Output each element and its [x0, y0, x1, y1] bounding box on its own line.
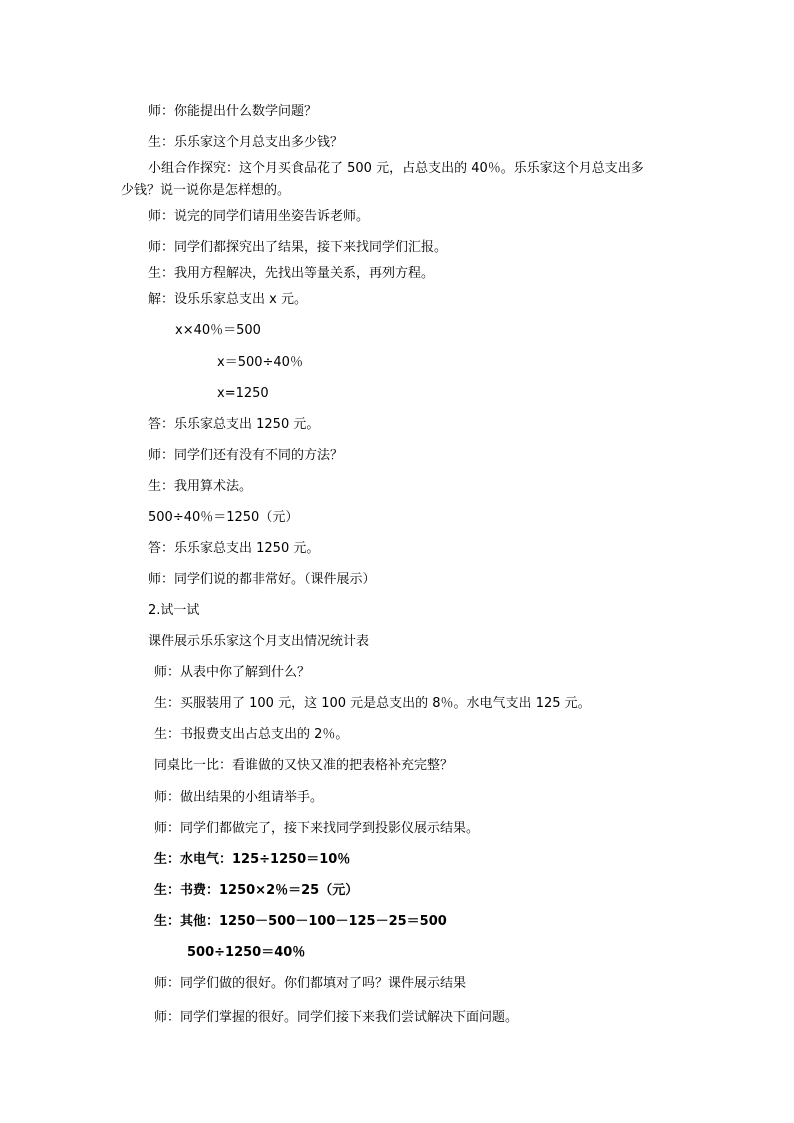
text-line: 小组合作探究：这个月买食品花了 500 元，占总支出的 40％。乐乐家这个月总支出多: [148, 161, 644, 176]
text-line: 答：乐乐家总支出 1250 元。: [148, 541, 320, 556]
text-line: 师：说完的同学们请用坐姿告诉老师。: [148, 209, 370, 224]
text-line: 少钱？说一说你是怎样想的。: [121, 183, 291, 198]
equation-line: x×40％＝500: [175, 323, 261, 338]
equation-line: 生：水电气：125÷1250＝10％: [154, 852, 351, 867]
equation-line: 500÷1250＝40％: [187, 945, 306, 960]
text-line: 课件展示乐乐家这个月支出情况统计表: [148, 634, 370, 649]
text-line: 师：同学们都做完了，接下来找同学到投影仪展示结果。: [154, 821, 480, 836]
text-line: 生：买服装用了 100 元，这 100 元是总支出的 8％。水电气支出 125 元。: [154, 696, 591, 711]
text-line: 生：我用算术法。: [148, 479, 253, 494]
text-line: 生：书报费支出占总支出的 2％。: [154, 727, 349, 742]
equation-line: 500÷40％＝1250（元）: [148, 510, 299, 525]
text-line: 师：同学们还有没有不同的方法？: [148, 448, 344, 463]
text-line: 生：我用方程解决，先找出等量关系，再列方程。: [148, 266, 435, 281]
text-line: 师：同学们说的都非常好。（课件展示）: [148, 572, 376, 587]
text-line: 师：同学们掌握的很好。同学们接下来我们尝试解决下面问题。: [154, 1010, 519, 1025]
text-line: 师：同学们都探究出了结果，接下来找同学们汇报。: [148, 240, 448, 255]
text-line: 师：你能提出什么数学问题？: [148, 104, 318, 119]
text-line: 同桌比一比：看谁做的又快又准的把表格补充完整？: [154, 758, 454, 773]
text-line: 师：同学们做的很好。你们都填对了吗？课件展示结果: [154, 976, 467, 991]
text-line: 师：从表中你了解到什么？: [154, 665, 311, 680]
text-line: 解：设乐乐家总支出 x 元。: [148, 292, 307, 307]
text-line: 答：乐乐家总支出 1250 元。: [148, 417, 320, 432]
equation-line: x＝500÷40％: [217, 355, 303, 370]
equation-line: 生：书费：1250×2％＝25（元）: [154, 883, 359, 898]
equation-line: x=1250: [217, 386, 269, 401]
equation-line: 生：其他：1250－500－100－125－25＝500: [154, 914, 447, 929]
text-line: 师：做出结果的小组请举手。: [154, 790, 324, 805]
text-line: 生：乐乐家这个月总支出多少钱？: [148, 135, 344, 150]
section-heading: 2.试一试: [148, 603, 200, 618]
